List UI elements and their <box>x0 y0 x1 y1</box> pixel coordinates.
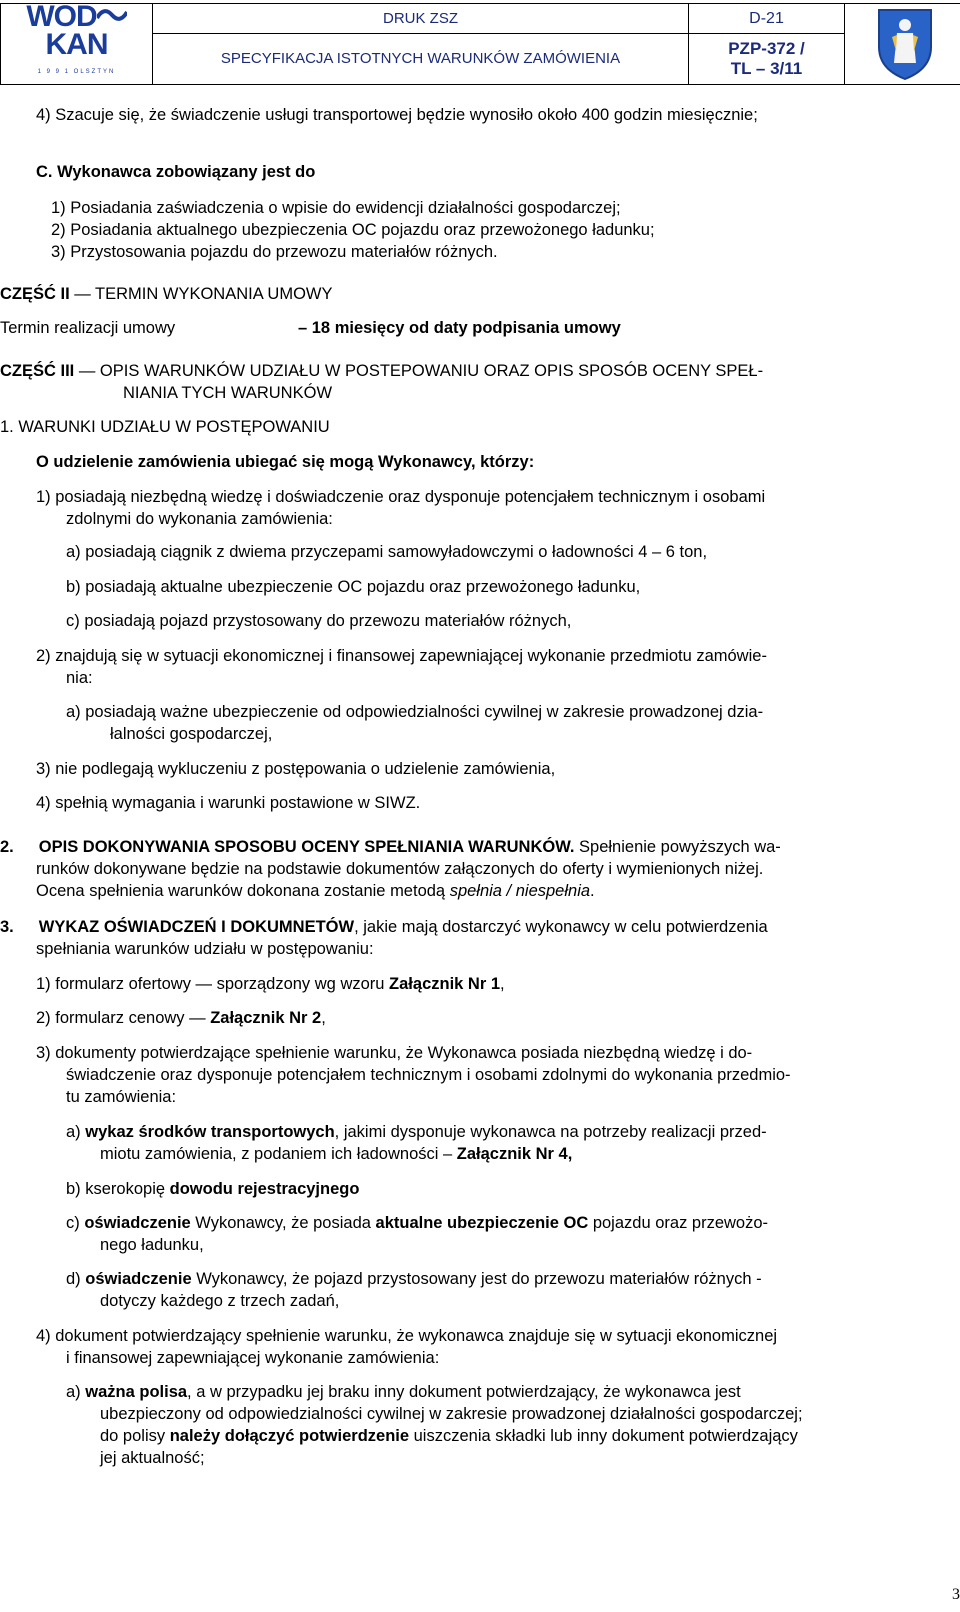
s3-item-3a-line-2-text: miotu zamówienia, z podaniem ich ładowności – <box>100 1145 457 1163</box>
section-2-line-1 <box>0 836 960 859</box>
logo-text-left: WOD <box>26 0 97 33</box>
s1-item-2a-cont: łalności gospodarczej, <box>110 725 273 743</box>
s3-item-4a-line-2: ubezpieczony od odpowiedzialności cywilnej w zakresie prowadzonej działalności gospodarczej; <box>100 1405 803 1423</box>
section-1-intro: O udzielenie zamówienia ubiegać się mogą Wykonawcy, którzy: <box>36 453 535 471</box>
wave-icon <box>97 4 127 26</box>
section-c-heading: C. Wykonawca zobowiązany jest do <box>36 163 316 181</box>
part-3-heading-line-2: NIANIA TYCH WARUNKÓW <box>123 384 333 402</box>
s3-item-4a-marker: a) <box>66 1383 86 1401</box>
s3-item-4a-line-4: jej aktualność; <box>100 1449 205 1467</box>
section-3-text: , jakie mają dostarczyć wykonawcy w celu potwierdzenia <box>354 918 768 936</box>
section-3-title: WYKAZ OŚWIADCZEŃ I DOKUMNETÓW <box>38 918 355 936</box>
s3-item-3a-line-2 <box>100 1143 960 1166</box>
s3-item-3a-text: , jakimi dysponuje wykonawca na potrzeby realizacji przed- <box>334 1123 767 1141</box>
document-header <box>0 0 960 85</box>
ref-line-2: TL – 3/11 <box>730 58 803 78</box>
s3-item-3c-mid: Wykonawcy, że posiada <box>190 1214 376 1232</box>
s3-item-4a-line-3-bold: należy dołączyć potwierdzenie <box>169 1427 410 1445</box>
part-2-heading <box>0 283 960 306</box>
s3-item-3c-marker: c) <box>66 1214 85 1232</box>
s3-item-3b <box>66 1178 960 1201</box>
doc-code: D-21 <box>749 9 784 27</box>
s3-item-4: 4) dokument potwierdzający spełnienie warunku, że wykonawca znajduje się w sytuacji ekonomicznej <box>36 1327 778 1345</box>
spec-title: SPECYFIKACJA ISTOTNYCH WARUNKÓW ZAMÓWIENIA <box>220 50 621 68</box>
s1-item-1c: c) posiadają pojazd przystosowany do przewozu materiałów różnych, <box>66 612 572 630</box>
part-3-label: CZĘŚĆ III <box>0 362 75 380</box>
part-2-title: — TERMIN WYKONANIA UMOWY <box>69 285 333 303</box>
s3-item-1-attachment: Załącznik Nr 1 <box>389 975 501 993</box>
s1-item-1b: b) posiadają aktualne ubezpieczenie OC pojazdu oraz przewożonego ładunku, <box>66 578 641 596</box>
s3-item-4a <box>66 1381 960 1404</box>
s3-item-2-text: 2) formularz cenowy — <box>36 1009 211 1027</box>
ref-cell <box>689 33 845 84</box>
s3-item-3a-marker: a) <box>66 1123 86 1141</box>
s3-item-2-end: , <box>321 1009 326 1027</box>
section-3-line-2: spełniania warunków udziału w postępowaniu: <box>36 940 374 958</box>
doc-code-cell <box>689 4 845 34</box>
termin-label: Termin realizacji umowy <box>0 319 176 337</box>
s3-item-3d-marker: d) <box>66 1270 86 1288</box>
logo-subtext: 1 9 9 1 OLSZTYN <box>37 69 116 75</box>
section-2-text: Spełnienie powyższych wa- <box>574 838 781 856</box>
s3-item-3c-bold-1: oświadczenie <box>84 1214 191 1232</box>
item-4-text: 4) Szacuje się, że świadczenie usługi transportowej będzie wynosiło około 400 godzin miesięcznie; <box>36 106 758 124</box>
s3-item-4a-line-3-text: do polisy <box>100 1427 170 1445</box>
spec-title-cell <box>153 33 689 84</box>
s3-item-3b-text: b) kserokopię <box>66 1180 170 1198</box>
page-number: 3 <box>952 1586 960 1603</box>
part-3-title: — OPIS WARUNKÓW UDZIAŁU W POSTEPOWANIU ORAZ OPIS SPOSÓB OCENY SPEŁ- <box>74 362 764 380</box>
s3-item-3c-text: pojazdu oraz przewożo- <box>588 1214 769 1232</box>
s3-item-3: 3) dokumenty potwierdzające spełnienie warunku, że Wykonawca posiada niezbędną wiedzę i do- <box>36 1044 753 1062</box>
section-1-heading: 1. WARUNKI UDZIAŁU W POSTĘPOWANIU <box>0 418 330 436</box>
ref-line-1: PZP-372 / <box>728 38 805 58</box>
s3-item-3d-bold: oświadczenie <box>85 1270 192 1288</box>
s3-item-4a-text: , a w przypadku jej braku inny dokument potwierdzający, że wykonawca jest <box>187 1383 741 1401</box>
s3-item-1 <box>36 973 960 996</box>
c-item-3: 3) Przystosowania pojazdu do przewozu materiałów różnych. <box>51 243 498 261</box>
s3-item-3a <box>66 1121 960 1144</box>
section-2-method: spełnia / niespełnia <box>449 882 591 900</box>
s3-item-3c <box>66 1212 960 1235</box>
section-2-line-2: runków dokonywane będzie na podstawie dokumentów załączonych do oferty i wymienionych niżej. <box>36 860 764 878</box>
s1-item-3: 3) nie podlegają wykluczeniu z postępowania o udzielenie zamówienia, <box>36 760 556 778</box>
s3-item-1-text: 1) formularz ofertowy — sporządzony wg wzoru <box>36 975 390 993</box>
s3-item-4a-line-3-rest: uiszczenia składki lub inny dokument potwierdzający <box>409 1427 798 1445</box>
s3-item-3-line-2: świadczenie oraz dysponuje potencjałem technicznym i osobami zdolnymi do wykonania przedmio- <box>66 1066 791 1084</box>
section-2-line-3-text: Ocena spełnienia warunków dokonana zostanie metodą <box>36 882 450 900</box>
s3-item-3a-attachment: Załącznik Nr 4, <box>456 1145 573 1163</box>
crest-cell <box>845 4 960 85</box>
s1-item-2: 2) znajdują się w sytuacji ekonomicznej i finansowej zapewniającej wykonanie przedmiotu zamówie- <box>36 647 767 665</box>
s3-item-3c-line-2: nego ładunku, <box>100 1236 204 1254</box>
s3-item-3a-bold: wykaz środków transportowych <box>85 1123 335 1141</box>
termin-value: – 18 miesięcy od daty podpisania umowy <box>298 319 621 337</box>
s1-item-1: 1) posiadają niezbędną wiedzę i doświadczenie oraz dysponuje potencjałem technicznym i osobami <box>36 488 766 506</box>
section-2-title: OPIS DOKONYWANIA SPOSOBU OCENY SPEŁNIANIA WARUNKÓW. <box>38 838 575 856</box>
wodkan-logo <box>1 0 153 85</box>
logo-text-right: KAN <box>45 28 108 61</box>
s1-item-1-cont: zdolnymi do wykonania zamówienia: <box>66 510 333 528</box>
s3-item-3c-bold-2: aktualne ubezpieczenie OC <box>375 1214 589 1232</box>
s1-item-1a: a) posiadają ciągnik z dwiema przyczepami samowyładowczymi o ładowności 4 – 6 ton, <box>66 543 708 561</box>
s3-item-1-end: , <box>500 975 505 993</box>
section-3-line-1 <box>0 916 960 939</box>
olsztyn-crest-icon <box>876 7 934 81</box>
s1-item-4: 4) spełnią wymagania i warunki postawione w SIWZ. <box>36 794 421 812</box>
s3-item-3d <box>66 1268 960 1291</box>
c-item-1: 1) Posiadania zaświadczenia o wpisie do ewidencji działalności gospodarczej; <box>51 199 621 217</box>
section-2-number: 2. <box>0 838 14 856</box>
s3-item-2 <box>36 1007 960 1030</box>
s3-item-4a-bold: ważna polisa <box>85 1383 188 1401</box>
s3-item-3-line-3: tu zamówienia: <box>66 1088 177 1106</box>
s1-item-2a: a) posiadają ważne ubezpieczenie od odpowiedzialności cywilnej w zakresie prowadzonej dzia- <box>66 703 764 721</box>
c-item-2: 2) Posiadania aktualnego ubezpieczenia OC pojazdu oraz przewożonego ładunku; <box>51 221 655 239</box>
druk-label: DRUK ZSZ <box>383 9 458 27</box>
s1-item-2-cont: nia: <box>66 669 93 687</box>
s3-item-2-attachment: Załącznik Nr 2 <box>210 1009 322 1027</box>
s3-item-4a-line-3 <box>100 1425 960 1448</box>
s3-item-3d-text: Wykonawcy, że pojazd przystosowany jest do przewozu materiałów różnych - <box>191 1270 762 1288</box>
s3-item-3d-line-2: dotyczy każdego z trzech zadań, <box>100 1292 340 1310</box>
part-2-label: CZĘŚĆ II <box>0 285 70 303</box>
section-2-line-3 <box>36 880 960 903</box>
section-2-line-3-end: . <box>590 882 595 900</box>
part-3-heading <box>0 360 960 383</box>
druk-cell <box>153 4 689 34</box>
s3-item-3b-bold: dowodu rejestracyjnego <box>169 1180 360 1198</box>
s3-item-4-line-2: i finansowej zapewniającej wykonanie zamówienia: <box>66 1349 440 1367</box>
section-3-number: 3. <box>0 918 14 936</box>
